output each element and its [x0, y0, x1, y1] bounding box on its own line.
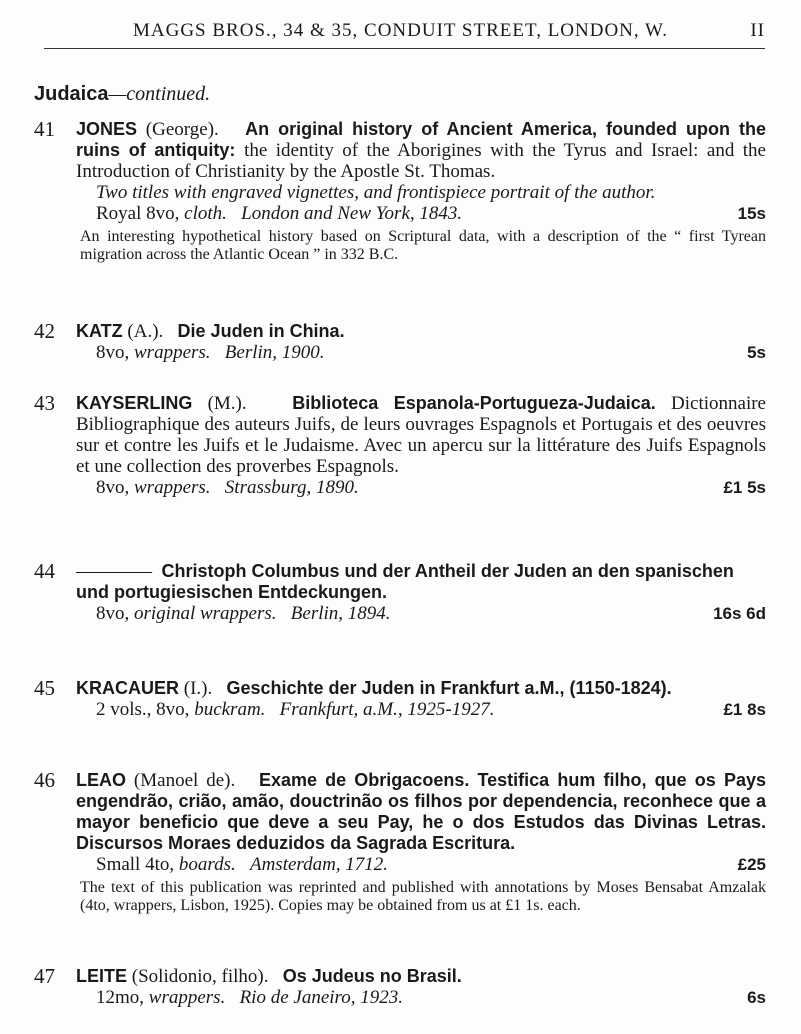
entry-author: KAYSERLING	[76, 393, 193, 413]
entry-imprint-line	[96, 477, 766, 498]
entry-imprint-line	[96, 342, 766, 363]
entry-binding: buckram.	[194, 699, 266, 720]
entry-note: The text of this publication was reprinted and published with annotations by Moses Bensabat Amzalak (4to, wrappers, Lisbon, 1925). Copies may be obtained from us at £1 1s. each.	[80, 879, 766, 914]
section-title: Judaica	[34, 83, 109, 105]
entry-price: 15s	[737, 204, 766, 223]
catalogue-entry-47	[34, 966, 766, 1008]
entry-author: LEITE	[76, 966, 128, 986]
entry-imprint: Berlin, 1894.	[290, 603, 391, 624]
entry-illustrations: Two titles with engraved vignettes, and frontispiece portrait of the author.	[96, 182, 656, 203]
entry-price: 5s	[747, 343, 766, 362]
entry-imprint: Strassburg, 1890.	[224, 477, 359, 498]
entry-number: 44	[34, 559, 55, 583]
entry-binding: original wrappers.	[134, 603, 277, 624]
entry-binding: boards.	[178, 854, 236, 875]
entry-imprint: Rio de Janeiro, 1923.	[239, 987, 403, 1008]
entry-title: Os Judeus no Brasil.	[282, 966, 462, 986]
entry-ditto-dash: ————	[76, 561, 152, 582]
section-heading	[34, 83, 210, 106]
entry-format: 8vo,	[96, 342, 134, 363]
entry-number: 43	[34, 391, 55, 415]
entry-imprint-line	[96, 699, 766, 720]
entry-author-rest: (George).	[137, 119, 219, 140]
catalogue-entry-43	[34, 393, 766, 498]
entry-text	[76, 966, 766, 987]
entry-title: An original history of Ancient America, founded upon the ruins of antiquity:	[76, 119, 767, 160]
entry-format: Royal 8vo,	[96, 203, 185, 224]
entry-number: 46	[34, 768, 55, 792]
entry-text	[76, 770, 766, 854]
entry-imprint-line	[96, 203, 766, 224]
header-rule	[44, 48, 765, 49]
entry-binding: wrappers.	[148, 987, 226, 1008]
entry-imprint-line	[96, 603, 766, 624]
entry-format: 12mo,	[96, 987, 149, 1008]
entry-imprint-line	[96, 987, 766, 1008]
entry-author: LEAO	[76, 770, 127, 790]
entry-note: An interesting hypothetical history based on Scriptural data, with a description of the “ first Tyrean migration across the Atlantic Ocean ” in 332 B.C.	[80, 228, 766, 263]
entry-title: Exame de Obrigacoens. Testifica hum filho, que os Pays engendrão, crião, amão, douctrinão os filhos por dependencia, reconhece que a mayor beneficio que deve a seu Pay, he o dos Estudos das Divinas Letras. Discursos Moraes deduzidos da Sagrada Escritura.	[76, 770, 766, 853]
catalogue-entry-42	[34, 321, 766, 363]
entry-author: KATZ	[76, 321, 123, 341]
entry-binding: wrappers.	[134, 342, 211, 363]
entry-text	[76, 678, 766, 699]
entry-title: Biblioteca Espanola-Portugueza-Judaica.	[292, 393, 656, 413]
catalogue-entry-45	[34, 678, 766, 720]
entry-title: Geschichte der Juden in Frankfurt a.M., (1150-1824).	[226, 678, 672, 698]
entry-author: JONES	[76, 119, 138, 139]
entry-price: £1 5s	[723, 478, 766, 497]
entry-price: 6s	[747, 988, 766, 1007]
running-header	[0, 20, 801, 42]
entry-imprint-line	[96, 854, 766, 875]
entry-imprint: Amsterdam, 1712.	[249, 854, 389, 875]
entry-imprint: London and New York, 1843.	[241, 203, 463, 224]
entry-title-cont: the identity of the Aborigines with the Tyrus and Israel: and the Introduction of Christianity by the Apostle St. Thomas.	[76, 140, 766, 182]
entry-title-cont: Dictionnaire Bibliographique des auteurs Juifs, de leurs ouvrages Espagnols et Portugais et des oeuvres sur et contre les Juifs et le Judaisme. Avec un apercu sur la littérature des Juifs Espagnols et une collection des proverbes Espagnols.	[76, 393, 766, 477]
entry-text	[76, 321, 766, 342]
entry-number: 47	[34, 964, 55, 988]
section-continued: —continued.	[108, 83, 211, 105]
catalogue-entry-44	[34, 561, 766, 624]
catalogue-entry-41	[34, 119, 766, 264]
entry-format: 8vo,	[96, 477, 134, 498]
page-number: II	[750, 20, 765, 41]
entry-binding: wrappers.	[134, 477, 211, 498]
entry-format: 8vo,	[96, 603, 134, 624]
entry-number: 45	[34, 676, 55, 700]
entry-text	[76, 393, 766, 477]
entry-number: 42	[34, 319, 55, 343]
entry-number: 41	[34, 117, 55, 141]
entry-imprint: Berlin, 1900.	[224, 342, 325, 363]
entry-price: £1 8s	[723, 700, 766, 719]
entry-binding: cloth.	[184, 203, 227, 224]
entry-author-rest: (M.).	[192, 393, 247, 414]
entry-text	[76, 561, 766, 603]
entry-author-rest: (A.).	[122, 321, 164, 342]
entry-author-rest: (Solidonio, filho).	[127, 966, 269, 987]
entry-title: Die Juden in China.	[177, 321, 345, 341]
entry-price: 16s 6d	[713, 604, 766, 623]
entry-price: £25	[737, 855, 766, 874]
entry-format: 2 vols., 8vo,	[96, 699, 195, 720]
entry-text	[76, 119, 766, 182]
catalogue-entry-46	[34, 770, 766, 915]
entry-imprint: Frankfurt, a.M., 1925-1927.	[279, 699, 495, 720]
header-title: MAGGS BROS., 34 & 35, CONDUIT STREET, LONDON, W.	[133, 20, 668, 41]
entry-title: Christoph Columbus und der Antheil der Juden an den spanischen und portugiesischen Entdeckungen.	[76, 561, 734, 602]
entry-author: KRACAUER	[76, 678, 179, 698]
entry-author-rest: (Manoel de).	[126, 770, 236, 791]
entry-author-rest: (I.).	[179, 678, 213, 699]
entry-format: Small 4to,	[96, 854, 179, 875]
